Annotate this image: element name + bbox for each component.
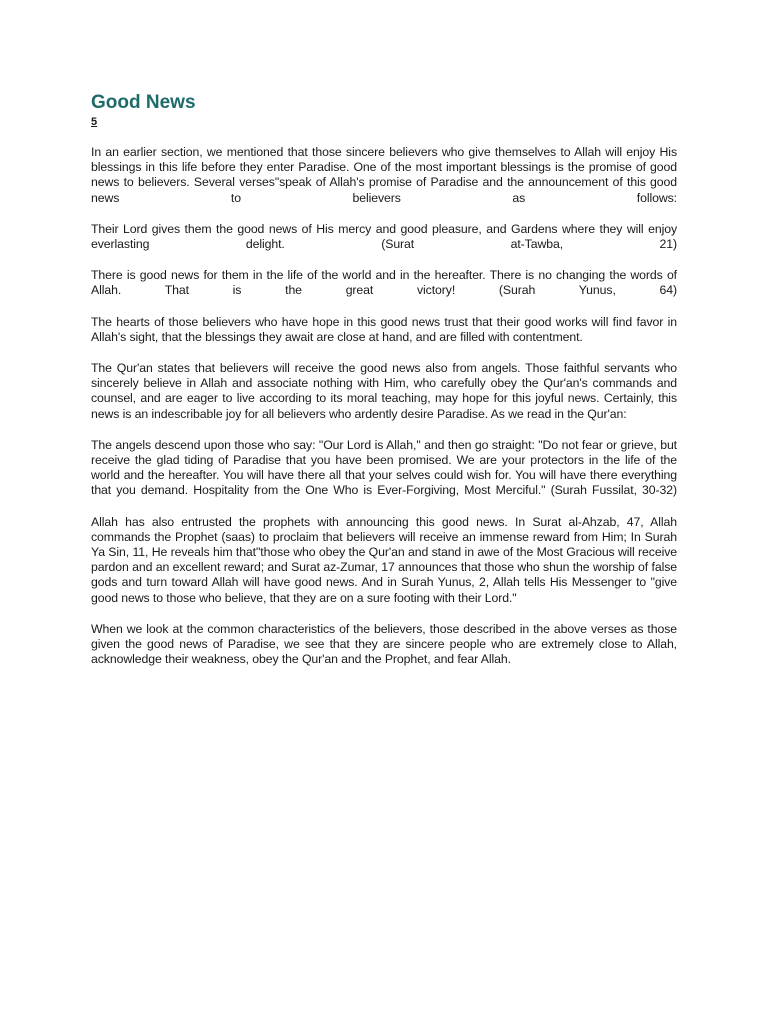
page-title: Good News: [91, 92, 196, 113]
footnote-link[interactable]: 5: [91, 116, 98, 128]
paragraph-verse-fussilat: The angels descend upon those who say: "Our Lord is Allah," and then go straight: "Do not fear or grieve, but receive the glad tiding of Paradise that you have been promised. We are your protectors in the life of the world and the hereafter. You will have there all that your selves could wish for. You will have there everything that you demand. Hospitality from the One Who is Ever-Forgiving, Most Merciful." (Surah Fussilat, 30-32): [91, 437, 677, 498]
document-page: [91, 92, 677, 683]
paragraph-intro: In an earlier section, we mentioned that those sincere believers who give themselves to Allah will enjoy His blessings in this life before they enter Paradise. One of the most important blessings is the promise of good news to believers. Several verses"speak of Allah's promise of Paradise and the announcement of this good news to believers as follows:: [91, 145, 677, 205]
document-body: [91, 145, 677, 667]
paragraph-verse-tawba: Their Lord gives them the good news of His mercy and good pleasure, and Gardens where they will enjoy everlasting delight. (Surat at-Tawba, 21): [91, 221, 677, 252]
paragraph-verse-yunus: There is good news for them in the life of the world and in the hereafter. There is no changing the words of Allah. That is the great victory! (Surah Yunus, 64): [91, 268, 677, 298]
paragraph-conclusion: When we look at the common characteristics of the believers, those described in the above verses as those given the good news of Paradise, we see that they are sincere people who are extremely close to Allah, acknowledge their weakness, obey the Qur'an and the Prophet, and fear Allah.: [91, 621, 677, 667]
paragraph-prophets: Allah has also entrusted the prophets with announcing this good news. In Surat al-Ahzab, 47, Allah commands the Prophet (saas) to proclaim that believers will receive an immense reward from Him; In Surah Ya Sin, 11, He reveals him that"those who obey the Qur'an and stand in awe of the Most Gracious will receive pardon and an excellent reward; and Surat az-Zumar, 17 announces that those who shun the worship of false gods and turn toward Allah will have good news. And in Surah Yunus, 2, Allah tells His Messenger to "give good news to those who believe, that they are on a sure footing with their Lord.": [91, 514, 677, 605]
paragraph-angels-intro: The Qur'an states that believers will receive the good news also from angels. Those faithful servants who sincerely believe in Allah and associate nothing with Him, who carefully obey the Qur'an's commands and counsel, and are eager to live according to its moral teaching, may hope for this joyful news. Certainly, this news is an indescribable joy for all believers who ardently desire Paradise. As we read in the Qur'an:: [91, 361, 677, 421]
paragraph-hearts: The hearts of those believers who have hope in this good news trust that their good works will find favor in Allah's sight, that the blessings they await are close at hand, and are filled with contentment.: [91, 314, 677, 344]
